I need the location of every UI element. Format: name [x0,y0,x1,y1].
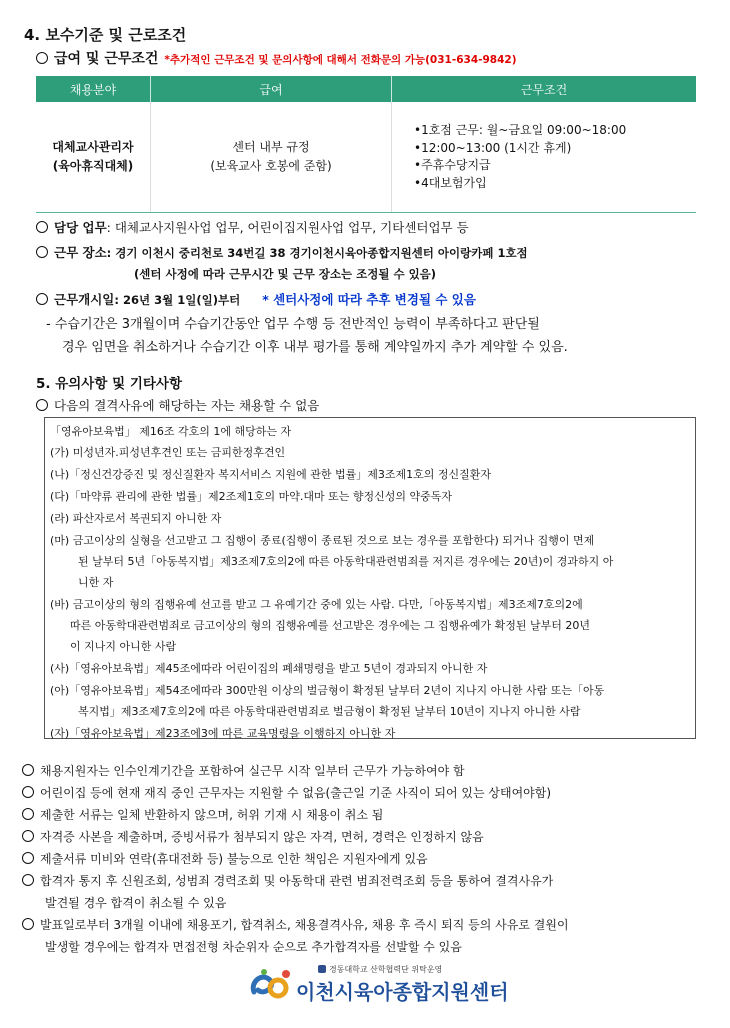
condition-item: •1호점 근무: 월~금요일 09:00~18:00 [414,123,627,137]
logo-subtitle-text: 경동대학교 산학협력단 위탁운영 [329,965,443,974]
box-line: 복지법」제3조제7호의2에 따른 아동학대관련범죄로 벌금형이 확정된 날부터 10년이 지나지 아니한 사람 [78,705,581,718]
duty-text: : 대체교사지원사업 업무, 어린이집지원사업 업무, 기타센터업무 등 [106,220,469,235]
field-line: (육아휴직대체) [52,159,134,173]
pay-line: (보육교사 호봉에 준함) [210,159,332,173]
box-line: (다)「마약류 관리에 관한 법률」제2조제1호의 마약.대마 또는 향정신성의 약중독자 [50,490,452,503]
disqualification-intro [36,396,319,414]
header-field: 채용분야 [36,76,151,102]
note-text: 제출서류 미비와 연락(휴대전화 등) 불능으로 인한 책임은 지원자에게 있음 [40,852,428,866]
start-row [36,290,476,308]
box-line: (바) 금고이상의 형의 집행유예 선고를 받고 그 유예기간 중에 있는 사람. 다만,「아동복지법」제3조제7호의2에 [50,598,583,611]
header-pay: 급여 [151,76,392,102]
circle-bullet-icon [22,764,34,776]
duty-label: 담당 업무 [54,220,107,235]
circle-bullet-icon [22,808,34,820]
condition-item: •12:00~13:00 (1시간 휴게) [414,140,572,155]
pay-heading-row [36,48,517,68]
section-4-title: 4. 보수기준 및 근로조건 [24,26,187,44]
note-item [22,872,553,889]
box-line: (마) 금고이상의 실형을 선고받고 그 집행이 종료(집행이 종료된 것으로 보는 경우를 포함한다) 되거나 집행이 면제 [50,534,595,547]
circle-bullet-icon [22,786,34,798]
pay-line: 센터 내부 규정 [232,140,310,154]
box-line: 니한 자 [78,576,114,589]
note-text: 제출한 서류는 일체 반환하지 않으며, 허위 기재 시 채용이 취소 됨 [40,808,384,822]
condition-item: •4대보험가입 [414,175,487,190]
start-label: 근무개시일 [54,292,115,307]
pay-contact-note: *추가적인 근무조건 및 문의사항에 대해서 전화문의 가능(031-634-9842) [164,54,517,66]
note-item [22,850,428,867]
note-item [22,806,383,823]
note-continuation: 발견될 경우 합격이 취소될 수 있음 [45,896,227,910]
note-continuation: 발생할 경우에는 합격자 면접전형 차순위자 순으로 추가합격자를 선발할 수 있음 [45,940,462,954]
note-item [22,916,569,933]
box-line: 「영유아보육법」 제16조 각호의 1에 해당하는 자 [50,425,292,438]
note-text: 어린이집 등에 현재 재직 중인 근무자는 지원할 수 없음(출근일 기준 사직이 되어 있는 상태여야함) [40,786,552,800]
note-text: 합격자 통지 후 신원조회, 성범죄 경력조회 및 아동학대 관련 범죄전력조회 등을 통하여 결격사유가 [40,874,554,888]
place-text: : 경기 이천시 중리천로 34번길 38 경기이천시육아종합지원센터 아이랑카페 1호점 [106,246,528,260]
box-line: 된 날부터 5년「아동복지법」제3조제7호의2에 따른 아동학대관련범죄를 저지른 경우에는 20년)이 경과하지 아 [78,555,614,568]
logo-name: 이천시육아종합지원센터 [296,980,509,1004]
place-note: (센터 사정에 따라 근무시간 및 근무 장소는 조정될 수 있음) [134,267,437,281]
box-line: (사)「영유아보육법」제45조에따라 어린이집의 폐쇄명령을 받고 5년이 경과되지 아니한 자 [50,662,488,675]
table-row [36,102,696,213]
circle-bullet-icon [36,293,48,305]
condition-item: •주휴수당지급 [414,158,491,172]
circle-bullet-icon [22,918,34,930]
note-item [22,828,484,845]
box-line: 따른 아동학대관련범죄로 금고이상의 형의 집행유예를 선고받은 경우에는 그 집행유예가 확정된 날부터 20년 [70,619,590,632]
start-text: : 26년 3월 1일(일)부터 [114,293,241,307]
note-text: 자격증 사본을 제출하며, 증빙서류가 첨부되지 않은 자격, 면허, 경력은 인정하지 않음 [40,830,484,844]
circle-bullet-icon [36,399,48,411]
table-header-row [36,76,696,102]
note-text: 채용지원자는 인수인계기간을 포함하여 실근무 시작 일부터 근무가 가능하여야 함 [40,764,465,778]
pay-heading: 급여 및 근무조건 [54,51,159,67]
section-5-title: 5. 유의사항 및 기타사항 [36,376,182,392]
center-logo [248,960,508,1006]
circle-bullet-icon [22,852,34,864]
probation-line-2: 경우 임면을 취소하거나 수습기간 이후 내부 평가를 통해 계약일까지 추가 계약할 수 있음. [62,340,568,355]
start-note: * 센터사정에 따라 추후 변경될 수 있음 [262,292,476,307]
logo-mark-icon [248,962,294,1006]
pay-cell [151,102,392,213]
pay-conditions-table [36,76,696,213]
note-text: 발표일로부터 3개월 이내에 채용포기, 합격취소, 채용결격사유, 채용 후 즉시 퇴직 등의 사유로 결원이 [40,918,569,932]
intro-text: 다음의 결격사유에 해당하는 자는 채용할 수 없음 [54,398,320,413]
place-label: 근무 장소 [54,245,107,260]
conditions-cell [392,102,697,213]
header-conditions: 근무조건 [392,76,697,102]
note-item [22,784,551,801]
place-row [36,243,528,261]
box-line: (라) 파산자로서 복권되지 아니한 자 [50,512,222,525]
box-line: (가) 미성년자.피성년후견인 또는 금피한정후견인 [50,446,286,459]
circle-bullet-icon [22,830,34,842]
circle-bullet-icon [36,52,48,64]
note-item [22,762,465,779]
box-line: (나)「정신건강증진 및 정신질환자 복지서비스 지원에 관한 법률」제3조제1호의 정신질환자 [50,468,491,481]
logo-subtitle [318,964,442,975]
box-line: (아)「영유아보육법」제54조에따라 300만원 이상의 벌금형이 확정된 날부터 2년이 지나지 아니한 사람 또는「아동 [50,684,605,697]
box-line: 이 지나지 아니한 사람 [70,640,177,653]
field-line: 대체교사관리자 [52,140,134,154]
field-cell [36,102,151,213]
box-line: (자)「영유아보육법」제23조에3에 따른 교육명령을 이행하지 아니한 자 [50,727,396,740]
circle-bullet-icon [36,246,48,258]
probation-line-1: - 수습기간은 3개월이며 수습기간동안 업무 수행 등 전반적인 능력이 부족하다고 판단될 [46,317,540,332]
university-emblem-icon [318,965,326,973]
circle-bullet-icon [22,874,34,886]
circle-bullet-icon [36,221,48,233]
duty-row [36,218,469,236]
